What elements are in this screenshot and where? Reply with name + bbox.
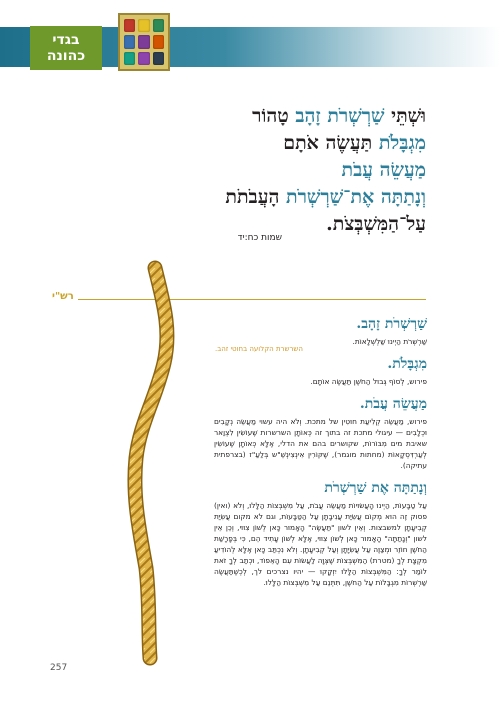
breastplate-stone [138, 19, 149, 32]
commentary-section [214, 355, 427, 387]
breastplate-stone [153, 35, 164, 48]
commentary-title: מִגְבָּלֹת. [387, 356, 427, 372]
verse-text: הָעֲבֹתֹת [225, 186, 287, 208]
verse-highlight: מִגְבָּלֹת [378, 132, 426, 154]
verse-line-1 [66, 103, 426, 130]
verse-text: עַל־הַמִּשְׁבְּצֹת. [326, 213, 426, 235]
verse-source: שמות כח:יד [237, 233, 282, 243]
commentary-text: שַׁרְשְׁרֹת הַיְינוּ שַׁלְשְׁלָאוֹת. [352, 337, 427, 346]
page-number: 257 [50, 663, 68, 673]
commentary-text: פירוש, לְסוֹף גְּבוּל הַחֹשֶׁן תַּעֲשֶׂה אוֹתָם. [310, 377, 427, 386]
section-tag [30, 26, 102, 70]
breastplate-stone [138, 35, 149, 48]
commentary-section [214, 479, 427, 588]
verse-line-3 [66, 157, 426, 184]
section-tag-line1: בגדי [52, 32, 80, 48]
verse-highlight: שַׁרְשְׁרֹת זָהָב [295, 105, 385, 127]
breastplate-stone [124, 52, 135, 65]
rashi-label: רש"י [48, 291, 78, 302]
golden-chain-icon [100, 258, 210, 668]
image-caption: השרשרת הקלועה בחוטי זהב. [215, 345, 303, 353]
breastplate-stone [153, 19, 164, 32]
commentary-title: וְנָתַתָּה אֶת שַׁרְשְׁרֹת [324, 480, 427, 496]
breastplate-stone [138, 52, 149, 65]
commentary-section [214, 395, 427, 471]
verse-line-4 [66, 184, 426, 211]
commentary-title: שַׁרְשְׁרֹת זָהָב. [356, 316, 427, 332]
verse-text: וּשְׁתֵּי [384, 105, 426, 127]
section-tag-line2: כהונה [46, 48, 86, 64]
commentary [214, 315, 427, 596]
breastplate-icon [118, 13, 170, 71]
verse-block [66, 103, 426, 238]
breastplate-stone [153, 52, 164, 65]
commentary-title: מַעֲשֵׂה עֲבֹת. [359, 396, 427, 412]
breastplate-stone [124, 35, 135, 48]
commentary-section [214, 315, 427, 347]
commentary-text: פירוש, מַעֲשֵׂה קְלִיעַת חוּטִין של מתכת. וְלֹא היה עשוי מַעֲשֵׂה נְקָבִים וּכְלָבִים — עיגולי מתכת זה בתוך זה כְּאוֹתָן השרשרות שֶׁעוֹשִׂין לִצְוַאר שאיבת מים מִבּוֹרוֹת, שקושרים בהם את הדלי, אֶלָּא כְּאוֹתָן שֶׁעוֹשִׂין לְעַרְדִּסְקָאוֹת (מחתות מוגמר), שֶׁקּוֹרִין אִינְצִינְשֵׁ"ש בְּלַעַ"ז (בצרפתית עתיקה). [214, 417, 427, 470]
verse-text: תַּעֲשֶׂה אֹתָם [283, 132, 379, 154]
verse-highlight: וְנָתַתָּה אֶת־שַׁרְשְׁרֹת [286, 186, 426, 208]
verse-highlight: מַעֲשֵׂה עֲבֹת [341, 159, 426, 181]
verse-text: טָהוֹר [252, 105, 296, 127]
breastplate-stone [124, 19, 135, 32]
verse-line-2 [66, 130, 426, 157]
commentary-text: עַל טַבָּעוֹת, הַיְינוּ הָעֲשׂוּיוֹת מַעֲשֵׂה עֲבֹת, עַל מִשְׁבְּצוֹת הַלָּלוּ, וְלֹא (ואין) פסוק זֶה הוּא מְקוֹם עֲשִׂיַּת עֲנִיבָתָן עַל הַטַּבָּעוֹת, וגם לֹא מקום עֲשִׂיַּת קְבִיעָתָן למשבצות. וְאֵין לשון "תַּעֲשֶׂה" הָאָמוּר כָּאן לְשׁוֹן צִוּוּי, וְכֵן אֵין לשון "וְנָתַתָּה" הָאָמוּר כָּאן לְשׁוֹן צִוּוּי, אֶלָּא לְשׁוֹן עָתִיד הֵם, כִּי בְּפָרָשַׁת הַחֹשֶׁן חוֹזֵר וּמְצַוֶּה עַל עֲשִׂיָּתָן וְעַל קְבִיעָתָן. וְלֹא נִכְתַּב כָּאן אֶלָּא לְהוֹדִיעַ מִקְצָת לְךָ (מטרת) הַמִּשְׁבְּצוֹת שֶׁצְּוָּה לַעֲשׂוֹת עִם הָאֵפוֹד, וּכְתַב לְךָ זֹאת לוֹמַר לְךָ: הַמִּשְׁבְּצוֹת הַלָּלוּ יִזְקָקוּ — יהיו נצרכים לך, לְכְשֶׁתַּעֲשֶׂה שַׁרְשְׁרוֹת מִגְבָּלוֹת עַל הַחֹשֶׁן, תִּתְּנֵם עַל מִשְׁבְּצוֹת הַלָּלוּ. [214, 501, 427, 587]
